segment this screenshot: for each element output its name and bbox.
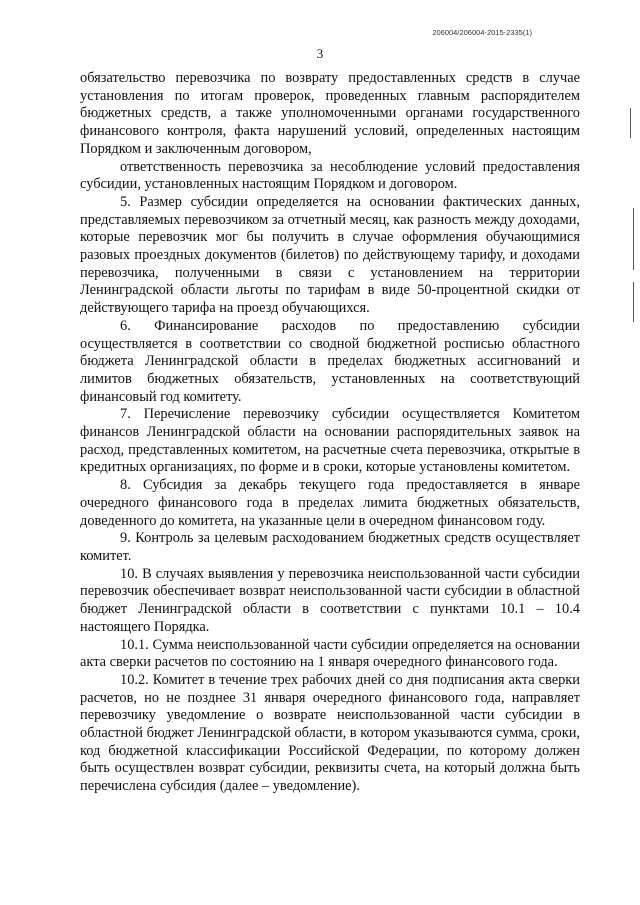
paragraph-10-1: 10.1. Сумма неиспользованной части субсидии определяется на основании акта сверки расчетов по состоянию на 1 января очередного финансового года. <box>80 636 580 671</box>
paragraph-8: 8. Субсидия за декабрь текущего года предоставляется в январе очередного финансового года в пределах лимита бюджетных обязательств, доведенного до комитета, на указанные цели в очередном финансовом году. <box>80 477 580 529</box>
document-id: 206004/206004-2015-2335(1) <box>432 28 532 37</box>
page-number: 3 <box>316 46 324 61</box>
scan-margin-mark <box>633 208 634 270</box>
paragraph-6: 6. Финансирование расходов по предоставлению субсидии осуществляется в соответствии со сводной бюджетной росписью областного бюджета Ленинградской области в пределах бюджетных ассигнований и лимитов бюджетных обязательств, установленных на соответствующий финансовый год комитету. <box>80 317 580 405</box>
scan-margin-mark <box>633 282 634 322</box>
paragraph-10: 10. В случаях выявления у перевозчика неиспользованной части субсидии перевозчик обеспечивает возврат неиспользованной части субсидии в областной бюджет Ленинградской области в соответствии с пунктами 10.1 – 10.4 настоящего Порядка. <box>80 565 580 635</box>
scan-margin-mark <box>630 108 631 138</box>
paragraph-10-2: 10.2. Комитет в течение трех рабочих дней со дня подписания акта сверки расчетов, но не позднее 31 января очередного финансового года, направляет перевозчику уведомление о возврате неиспользованной части субсидии в областной бюджет Ленинградской области, в котором указываются сумма, сроки, код бюджетной классификации Российской Федерации, по которому должен быть осуществлен возврат субсидии, реквизиты счета, на который должна быть перечислена субсидия (далее – уведомление). <box>80 671 580 795</box>
paragraph-responsibility: ответственность перевозчика за несоблюдение условий предоставления субсидии, установленных настоящим Порядком и договором. <box>80 158 580 193</box>
paragraph-obligation: обязательство перевозчика по возврату предоставленных средств в случае установления по итогам проверок, проведенных главным распорядителем бюджетных средств, а также уполномоченными органами государственного финансового контроля, факта нарушений условий, определенных настоящим Порядком и заключенным договором, <box>80 70 580 157</box>
document-body <box>80 70 580 796</box>
paragraph-5: 5. Размер субсидии определяется на основании фактических данных, представляемых перевозчиком за отчетный месяц, как разность между доходами, которые перевозчик мог бы получить в случае оформления обучающимися разовых проездных документов (билетов) по действующему тарифу, и доходами перевозчика, полученными в связи с установлением на территории Ленинградской области льготы по тарифам в виде 50-процентной скидки от действующего тарифа на проезд обучающихся. <box>80 193 580 317</box>
paragraph-9: 9. Контроль за целевым расходованием бюджетных средств осуществляет комитет. <box>80 530 580 564</box>
paragraph-7: 7. Перечисление перевозчику субсидии осуществляется Комитетом финансов Ленинградской области на основании распорядительных заявок на расход, представленных комитетом, на расчетные счета перевозчика, открытые в кредитных организациях, по форме и в сроки, которые установлены комитетом. <box>80 406 580 476</box>
